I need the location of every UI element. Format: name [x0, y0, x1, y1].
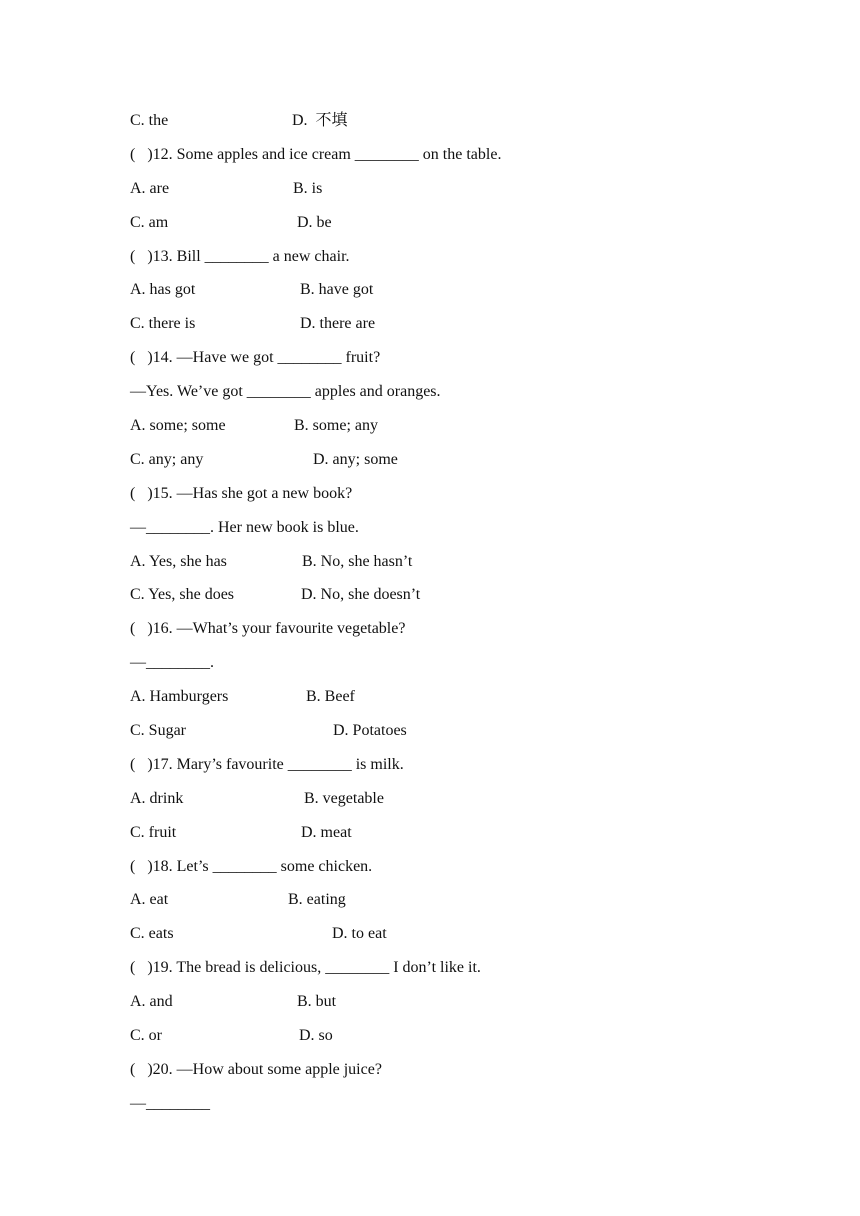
- option-c: C. Yes, she does: [130, 586, 235, 604]
- option-c: C. the: [130, 112, 169, 129]
- option-d: D. Potatoes: [333, 722, 407, 740]
- option-b: B. No, she hasn’t: [302, 552, 413, 570]
- option-b: B. is: [293, 179, 323, 197]
- option-line: [130, 1025, 770, 1059]
- worksheet-page: [130, 110, 770, 1127]
- option-line: [130, 415, 770, 449]
- question-15-reply: —________. Her new book is blue.: [130, 518, 359, 536]
- option-b: B. vegetable: [304, 789, 384, 807]
- option-line: [130, 178, 770, 212]
- option-c: C. Sugar: [130, 722, 186, 740]
- option-c: C. fruit: [130, 823, 177, 841]
- question-14: ( )14. —Have we got ________ fruit?: [130, 349, 381, 367]
- option-a: A. are: [130, 179, 170, 197]
- option-b: B. have got: [300, 281, 374, 299]
- option-line: [130, 212, 770, 246]
- option-d: D. meat: [301, 823, 352, 841]
- option-d: D. 不填: [292, 112, 348, 129]
- option-d: D. so: [299, 1027, 333, 1045]
- option-a: A. Yes, she has: [130, 552, 227, 570]
- option-line: [130, 551, 770, 585]
- option-line: [130, 110, 770, 144]
- question-18: ( )18. Let’s ________ some chicken.: [130, 857, 373, 875]
- option-a: A. Hamburgers: [130, 688, 229, 706]
- option-line: [130, 788, 770, 822]
- question-20: ( )20. —How about some apple juice?: [130, 1060, 382, 1078]
- option-b: B. Beef: [306, 688, 355, 706]
- question-13: ( )13. Bill ________ a new chair.: [130, 247, 350, 265]
- question-16-reply: —________.: [130, 654, 214, 672]
- option-b: B. some; any: [294, 417, 378, 435]
- option-c: C. am: [130, 213, 169, 231]
- option-c: C. there is: [130, 315, 196, 333]
- option-a: A. eat: [130, 891, 169, 909]
- question-14-reply: —Yes. We’ve got ________ apples and oranges.: [130, 383, 441, 401]
- question-16: ( )16. —What’s your favourite vegetable?: [130, 620, 406, 638]
- option-line: [130, 686, 770, 720]
- option-d: D. any; some: [313, 450, 398, 468]
- option-d: D. to eat: [332, 925, 387, 943]
- option-b: B. but: [297, 993, 337, 1011]
- option-b: B. eating: [288, 891, 346, 909]
- option-c: C. eats: [130, 925, 174, 943]
- option-line: [130, 822, 770, 856]
- option-line: [130, 991, 770, 1025]
- option-a: A. some; some: [130, 417, 226, 435]
- option-a: A. and: [130, 993, 173, 1011]
- option-line: [130, 313, 770, 347]
- option-c: C. or: [130, 1027, 162, 1045]
- option-line: [130, 449, 770, 483]
- option-d: D. No, she doesn’t: [301, 586, 421, 604]
- option-c: C. any; any: [130, 450, 204, 468]
- question-19: ( )19. The bread is delicious, ________ I don’t like it.: [130, 959, 481, 977]
- question-20-reply: —________: [130, 1094, 210, 1112]
- option-line: [130, 584, 770, 618]
- question-12: ( )12. Some apples and ice cream ________ on the table.: [130, 145, 502, 163]
- option-line: [130, 720, 770, 754]
- option-line: [130, 889, 770, 923]
- option-a: A. drink: [130, 789, 184, 807]
- option-a: A. has got: [130, 281, 196, 299]
- option-d: D. there are: [300, 315, 376, 333]
- option-d: D. be: [297, 213, 332, 231]
- option-line: [130, 279, 770, 313]
- option-line: [130, 923, 770, 957]
- question-15: ( )15. —Has she got a new book?: [130, 484, 353, 502]
- question-17: ( )17. Mary’s favourite ________ is milk.: [130, 755, 404, 773]
